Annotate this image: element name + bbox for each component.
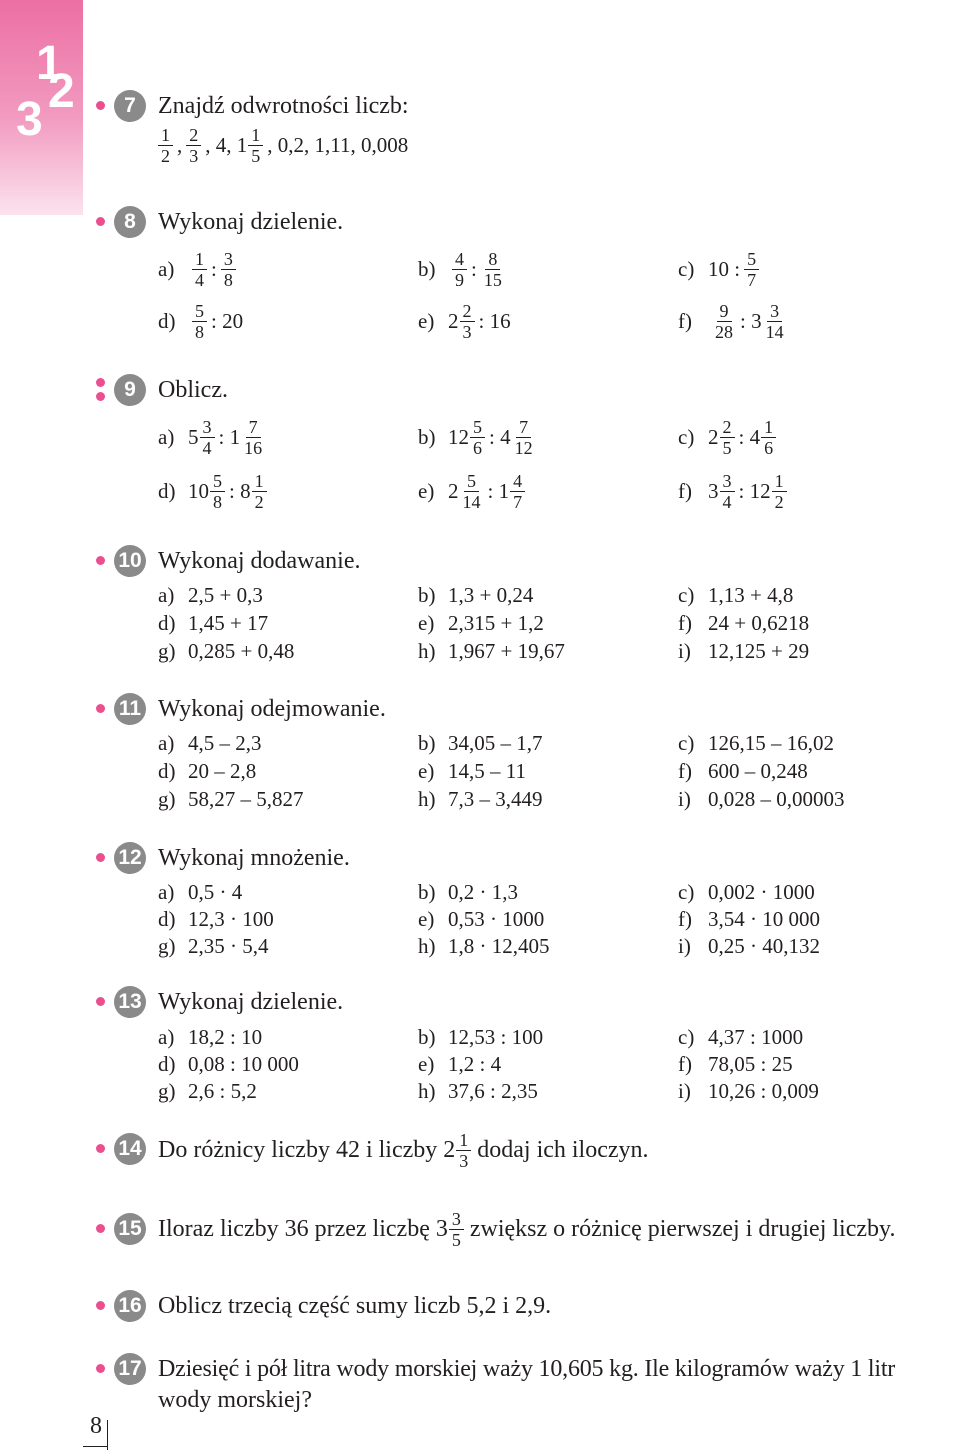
task-title: Wykonaj dzielenie. [158, 209, 344, 235]
exercise-g: g) 2,35 · 5,4 [158, 934, 269, 958]
page-number-rule [83, 1446, 108, 1447]
exercise-g: g) 58,27 – 5,827 [158, 787, 304, 811]
fraction: $\frac{2}{3}$ [186, 125, 201, 166]
difficulty-dots [96, 1301, 105, 1315]
logo-digit: 1 [36, 37, 63, 90]
exercise-a: a) 5 $\frac{3}{4}$ : 1 $\frac{7}{16}$ [158, 416, 263, 458]
exercise-c: c) 4,37 : 1000 [678, 1025, 804, 1049]
task-number: 7 [114, 90, 146, 122]
exercise-a: a) 18,2 : 10 [158, 1025, 263, 1049]
exercise-i: i) 0,028 – 0,00003 [678, 787, 845, 811]
difficulty-dots [96, 853, 105, 867]
exercise-d: d) 1,45 + 17 [158, 611, 269, 635]
difficulty-dots [96, 1224, 105, 1238]
difficulty-dots [96, 1144, 105, 1158]
exercise-h: h) 1,967 + 19,67 [418, 639, 565, 663]
exercise-i: i) 12,125 + 29 [678, 639, 810, 663]
exercise-e: e) 14,5 – 11 [418, 759, 526, 783]
exercise-c: c) 126,15 – 16,02 [678, 731, 834, 755]
task-text-line-2: wody morskiej? [158, 1387, 312, 1413]
exercise-c: c) 10 : $\frac{5}{7}$ [678, 244, 763, 294]
exercise-c: c) 0,002 · 1000 [678, 880, 815, 904]
exercise-b: b) $\frac{4}{9}$ : $\frac{8}{15}$ [418, 248, 502, 290]
difficulty-dots [96, 217, 105, 231]
logo-digit: 2 [48, 65, 75, 118]
task-title: Oblicz. [158, 377, 228, 403]
task-number: 12 [114, 842, 146, 874]
task-number: 14 [114, 1133, 146, 1165]
exercise-f: f) 78,05 : 25 [678, 1052, 793, 1076]
exercise-e: e) 0,53 · 1000 [418, 907, 545, 931]
exercise-b: b) 12,53 : 100 [418, 1025, 544, 1049]
exercise-f: f) $\frac{9}{28}$ : 3 $\frac{3}{14}$ [678, 300, 784, 342]
exercise-b: b) 12 $\frac{5}{6}$ : 4 $\frac{7}{12}$ [418, 416, 533, 458]
task-expression: $\frac{1}{2}$ , $\frac{2}{3}$ , 4, 1 $\frac{1}{5}$ , 0,2, 1,11, 0,008 [158, 120, 408, 170]
task-number: 17 [114, 1353, 146, 1385]
task-title: Wykonaj dzielenie. [158, 989, 344, 1015]
exercise-d: d) 12,3 · 100 [158, 907, 274, 931]
task-text-line-1: Dziesięć i pół litra wody morskiej waży 10,605 kg. Ile kilogramów waży 1 litr [158, 1356, 896, 1382]
exercise-b: b) 34,05 – 1,7 [418, 731, 543, 755]
task-text: Do różnicy liczby 42 i liczby 2 $\frac{1}{3}$ dodaj ich iloczyn. [158, 1129, 649, 1171]
fraction-logo [14, 37, 80, 150]
fraction: $\frac{1}{5}$ [248, 125, 263, 166]
task-title: Oblicz trzecią część sumy liczb 5,2 i 2,9. [158, 1293, 552, 1319]
exercise-a: a) 4,5 – 2,3 [158, 731, 262, 755]
exercise-i: i) 0,25 · 40,132 [678, 934, 820, 958]
exercise-d: d) 0,08 : 10 000 [158, 1052, 299, 1076]
task-number: 13 [114, 986, 146, 1018]
difficulty-dots [96, 101, 105, 115]
exercise-i: i) 10,26 : 0,009 [678, 1079, 819, 1103]
difficulty-dots [96, 997, 105, 1011]
task-number: 8 [114, 206, 146, 238]
exercise-e: e) 1,2 : 4 [418, 1052, 502, 1076]
task-title: Wykonaj dodawanie. [158, 548, 361, 574]
task-number: 16 [114, 1290, 146, 1322]
exercise-f: f) 3 $\frac{3}{4}$ : 12 $\frac{1}{2}$ [678, 466, 791, 516]
difficulty-dots [96, 1364, 105, 1378]
exercise-d: d) 10 $\frac{5}{8}$ : 8 $\frac{1}{2}$ [158, 466, 271, 516]
task-number: 11 [114, 693, 146, 725]
task-title: Wykonaj odejmowanie. [158, 696, 386, 722]
exercise-e: e) 2 $\frac{2}{3}$ : 16 [418, 300, 511, 342]
exercise-h: h) 7,3 – 3,449 [418, 787, 543, 811]
difficulty-dots [96, 556, 105, 570]
task-title: Znajdź odwrotności liczb: [158, 93, 409, 119]
exercise-c: c) 2 $\frac{2}{5}$ : 4 $\frac{1}{6}$ [678, 412, 780, 462]
exercise-h: h) 1,8 · 12,405 [418, 934, 550, 958]
exercise-b: b) 0,2 · 1,3 [418, 880, 518, 904]
task-number: 9 [114, 374, 146, 406]
fraction: $\frac{1}{2}$ [158, 125, 173, 166]
exercise-e: e) 2,315 + 1,2 [418, 611, 544, 635]
task-title: Wykonaj mnożenie. [158, 845, 350, 871]
exercise-d: d) 20 – 2,8 [158, 759, 257, 783]
exercise-g: g) 2,6 : 5,2 [158, 1079, 257, 1103]
task-text: Iloraz liczby 36 przez liczbę 3 $\frac{3}{5}$ zwiększ o różnicę pierwszej i drugiej liczby. [158, 1208, 896, 1250]
task-number: 15 [114, 1213, 146, 1245]
exercise-f: f) 24 + 0,6218 [678, 611, 810, 635]
difficulty-dots [96, 704, 105, 718]
difficulty-dots [96, 378, 105, 406]
exercise-g: g) 0,285 + 0,48 [158, 639, 295, 663]
exercise-d: d) $\frac{5}{8}$ : 20 [158, 300, 244, 342]
exercise-c: c) 1,13 + 4,8 [678, 583, 794, 607]
exercise-a: a) 0,5 · 4 [158, 880, 243, 904]
section-tab [0, 0, 83, 215]
exercise-b: b) 1,3 + 0,24 [418, 583, 534, 607]
exercise-a: a) 2,5 + 0,3 [158, 583, 263, 607]
exercise-a: a) $\frac{1}{4}$ : $\frac{3}{8}$ [158, 244, 240, 294]
exercise-f: f) 3,54 · 10 000 [678, 907, 820, 931]
task-number: 10 [114, 545, 146, 577]
exercise-e: e) 2 $\frac{5}{14}$ : 1 $\frac{4}{7}$ [418, 466, 529, 516]
logo-digit: 3 [16, 93, 43, 146]
exercise-f: f) 600 – 0,248 [678, 759, 808, 783]
exercise-h: h) 37,6 : 2,35 [418, 1079, 538, 1103]
page-number: 8 [90, 1413, 102, 1439]
